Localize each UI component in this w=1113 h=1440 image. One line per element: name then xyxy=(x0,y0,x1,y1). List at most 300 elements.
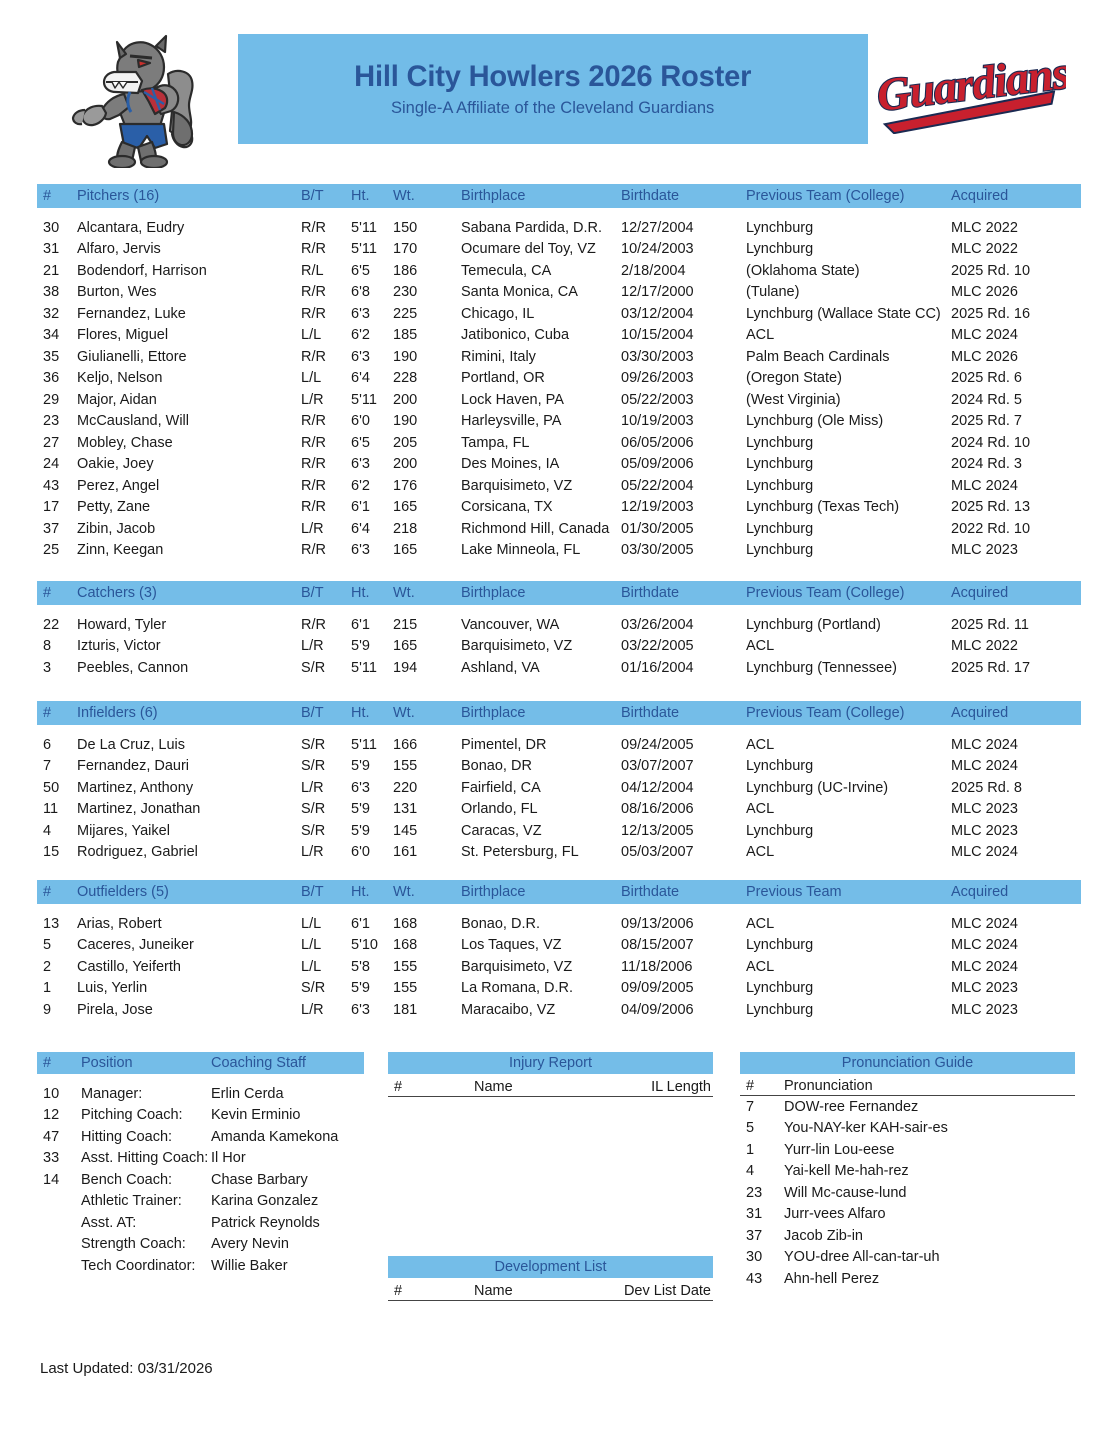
table-row[interactable] xyxy=(37,734,1081,756)
table-row[interactable] xyxy=(37,497,1081,519)
cell-name: McCausland, Will xyxy=(77,413,189,430)
roster-table-catchers xyxy=(37,581,1081,679)
table-row[interactable] xyxy=(37,432,1081,454)
cell-name: Fernandez, Luke xyxy=(77,305,186,322)
table-row[interactable] xyxy=(37,518,1081,540)
pronunciation-row[interactable] xyxy=(740,1182,1075,1204)
cell-birthplace: Bonao, D.R. xyxy=(461,915,540,932)
cell-birthdate: 09/09/2005 xyxy=(621,980,694,997)
coaching-staff-row[interactable] xyxy=(37,1126,364,1148)
table-row[interactable] xyxy=(37,956,1081,978)
cell-num: 37 xyxy=(746,1227,763,1244)
cell-bt: S/R xyxy=(301,801,326,818)
cell-prev: ACL xyxy=(746,327,775,344)
pronunciation-guide-table xyxy=(740,1074,1075,1290)
table-row[interactable] xyxy=(37,540,1081,562)
coaching-staff-header xyxy=(37,1052,364,1074)
cell-birthplace: Barquisimeto, VZ xyxy=(461,477,573,494)
cell-prev: Lynchburg (Ole Miss) xyxy=(746,413,884,430)
cell-ht: 6'5 xyxy=(351,434,370,451)
col-bt: B/T xyxy=(301,701,351,725)
page-subtitle: Single-A Affiliate of the Cleveland Guardians xyxy=(391,98,715,117)
cell-name: Flores, Miguel xyxy=(77,327,169,344)
roster-table-pitchers xyxy=(37,184,1081,561)
cell-prev: ACL xyxy=(746,638,775,655)
cell-bt: R/R xyxy=(301,305,326,322)
cell-person: Kevin Erminio xyxy=(211,1107,301,1124)
cell-bt: S/R xyxy=(301,659,326,676)
cell-wt: 181 xyxy=(393,1001,418,1018)
pronunciation-row[interactable] xyxy=(740,1118,1075,1140)
cell-prev: Lynchburg xyxy=(746,980,814,997)
cell-wt: 186 xyxy=(393,262,418,279)
cell-birthdate: 12/19/2003 xyxy=(621,499,694,516)
col-birthplace: Birthplace xyxy=(461,880,621,904)
player-rows-outfielders xyxy=(37,904,1081,1021)
last-updated-note: Last Updated: 03/31/2026 xyxy=(40,1360,213,1377)
cell-birthplace: St. Petersburg, FL xyxy=(461,844,579,861)
cell-prev: ACL xyxy=(746,801,775,818)
cell-ht: 6'0 xyxy=(351,844,370,861)
cell-name: Keljo, Nelson xyxy=(77,370,163,387)
cell-ht: 5'8 xyxy=(351,958,370,975)
table-row[interactable] xyxy=(37,636,1081,658)
cell-birthplace: Orlando, FL xyxy=(461,801,538,818)
col-wt: Wt. xyxy=(393,184,461,208)
cell-person: Chase Barbary xyxy=(211,1171,308,1188)
cell-birthdate: 10/15/2004 xyxy=(621,327,694,344)
col-num: # xyxy=(388,1074,432,1097)
cell-name: Peebles, Cannon xyxy=(77,659,189,676)
table-row[interactable] xyxy=(37,978,1081,1000)
cell-name: Alfaro, Jervis xyxy=(77,241,161,258)
cell-wt: 225 xyxy=(393,305,418,322)
section-header-catchers xyxy=(37,581,1081,605)
col-ht: Ht. xyxy=(351,184,393,208)
coaching-staff-row[interactable] xyxy=(37,1148,364,1170)
cell-prev: Lynchburg xyxy=(746,219,814,236)
cell-bt: R/R xyxy=(301,456,326,473)
table-row[interactable] xyxy=(37,217,1081,239)
cell-bt: S/R xyxy=(301,758,326,775)
cell-acq: MLC 2024 xyxy=(951,327,1018,344)
cell-birthplace: Chicago, IL xyxy=(461,305,535,322)
cell-prev: Lynchburg (Tennessee) xyxy=(746,659,897,676)
table-row[interactable] xyxy=(37,454,1081,476)
cell-num xyxy=(37,1255,81,1277)
svg-text:Guardians: Guardians xyxy=(874,46,1066,121)
cell-bt: L/L xyxy=(301,327,322,344)
col-name: Name xyxy=(432,1074,601,1097)
cell-prev: (Oregon State) xyxy=(746,370,842,387)
table-row[interactable] xyxy=(37,913,1081,935)
cell-birthdate: 03/30/2005 xyxy=(621,542,694,559)
cell-name: Zinn, Keegan xyxy=(77,542,164,559)
cell-bt: L/R xyxy=(301,391,324,408)
cell-bt: L/L xyxy=(301,370,322,387)
cell-name: Pirela, Jose xyxy=(77,1001,153,1018)
cell-birthplace: Lake Minneola, FL xyxy=(461,542,581,559)
table-row[interactable] xyxy=(37,325,1081,347)
col-acquired: Acquired xyxy=(951,184,1081,208)
cell-position: Asst. AT: xyxy=(81,1214,137,1231)
coaching-staff-table xyxy=(37,1052,364,1277)
cell-num: 35 xyxy=(43,348,60,365)
cell-ht: 5'11 xyxy=(351,241,377,258)
cell-num: 22 xyxy=(43,616,60,633)
table-row[interactable] xyxy=(37,842,1081,864)
table-row[interactable] xyxy=(37,260,1081,282)
cell-name: Martinez, Jonathan xyxy=(77,801,201,818)
cell-bt: R/R xyxy=(301,542,326,559)
coaching-staff-panel xyxy=(37,1052,364,1277)
cell-wt: 200 xyxy=(393,391,418,408)
pronunciation-row[interactable] xyxy=(740,1247,1075,1269)
cleveland-guardians-script-logo xyxy=(868,44,1066,134)
cell-num: 32 xyxy=(43,305,60,322)
cell-name: Bodendorf, Harrison xyxy=(77,262,207,279)
cell-name: Oakie, Joey xyxy=(77,456,154,473)
col-position: Position xyxy=(81,1055,133,1071)
cell-acq: 2025 Rd. 17 xyxy=(951,659,1031,676)
table-row[interactable] xyxy=(37,935,1081,957)
col-num: # xyxy=(37,701,77,725)
player-rows-infielders xyxy=(37,725,1081,863)
cell-name: Burton, Wes xyxy=(77,284,157,301)
cell-ht: 5'11 xyxy=(351,391,377,408)
cell-birthdate: 12/17/2000 xyxy=(621,284,694,301)
cell-ht: 6'2 xyxy=(351,477,370,494)
cell-num: 10 xyxy=(43,1085,60,1102)
cell-ht: 6'5 xyxy=(351,262,370,279)
cell-prev: Lynchburg xyxy=(746,1001,814,1018)
cell-pronunciation: YOU-dree All-can-tar-uh xyxy=(784,1249,940,1266)
cell-bt: R/R xyxy=(301,348,326,365)
cell-bt: R/R xyxy=(301,499,326,516)
cell-prev: ACL xyxy=(746,844,775,861)
cell-pronunciation: Jacob Zib-in xyxy=(784,1227,863,1244)
cell-bt: L/L xyxy=(301,937,322,954)
table-row[interactable] xyxy=(37,303,1081,325)
cell-birthplace: Ocumare del Toy, VZ xyxy=(461,241,596,258)
coaching-staff-row[interactable] xyxy=(37,1234,364,1256)
cell-acq: 2025 Rd. 8 xyxy=(951,779,1022,796)
pronunciation-guide-panel xyxy=(740,1052,1075,1290)
cell-acq: 2022 Rd. 10 xyxy=(951,520,1031,537)
cell-birthplace: Barquisimeto, VZ xyxy=(461,638,573,655)
coaching-staff-row[interactable] xyxy=(37,1105,364,1127)
pronunciation-row[interactable] xyxy=(740,1161,1075,1183)
cell-acq: MLC 2023 xyxy=(951,801,1018,818)
cell-birthplace: Temecula, CA xyxy=(461,262,552,279)
cell-acq: 2024 Rd. 5 xyxy=(951,391,1022,408)
cell-birthdate: 01/16/2004 xyxy=(621,659,694,676)
injury-report-header xyxy=(388,1074,713,1097)
cell-pronunciation: DOW-ree Fernandez xyxy=(784,1098,919,1115)
pronunciation-row[interactable] xyxy=(740,1225,1075,1247)
cell-bt: S/R xyxy=(301,736,326,753)
cell-person: Amanda Kamekona xyxy=(211,1128,339,1145)
section-label: Outfielders (5) xyxy=(77,880,301,904)
cell-birthdate: 08/16/2006 xyxy=(621,801,694,818)
cell-birthdate: 05/09/2006 xyxy=(621,456,694,473)
cell-num: 25 xyxy=(43,542,60,559)
pronunciation-row[interactable] xyxy=(740,1096,1075,1118)
cell-ht: 6'1 xyxy=(351,499,370,516)
cell-num: 1 xyxy=(746,1141,755,1158)
cell-position: Asst. Hitting Coach: xyxy=(81,1150,209,1167)
cell-name: Fernandez, Dauri xyxy=(77,758,190,775)
pronunciation-row[interactable] xyxy=(740,1268,1075,1290)
cell-bt: L/L xyxy=(301,958,322,975)
cell-person: Willie Baker xyxy=(211,1257,288,1274)
cell-wt: 190 xyxy=(393,413,418,430)
cell-prev: Lynchburg xyxy=(746,822,814,839)
pronunciation-rows xyxy=(740,1096,1075,1290)
section-label: Pitchers (16) xyxy=(77,184,301,208)
cell-ht: 6'4 xyxy=(351,370,370,387)
section-label: Catchers (3) xyxy=(77,581,301,605)
cell-ht: 6'3 xyxy=(351,779,370,796)
cell-pronunciation: You-NAY-ker KAH-sair-es xyxy=(784,1120,948,1137)
cell-ht: 5'9 xyxy=(351,638,370,655)
table-row[interactable] xyxy=(37,239,1081,261)
cell-num: 8 xyxy=(43,638,52,655)
cell-name: Luis, Yerlin xyxy=(77,980,148,997)
cell-acq: 2025 Rd. 11 xyxy=(951,616,1029,633)
cell-prev: Palm Beach Cardinals xyxy=(746,348,890,365)
col-ht: Ht. xyxy=(351,880,393,904)
cell-birthplace: Ashland, VA xyxy=(461,659,540,676)
cell-prev: ACL xyxy=(746,958,775,975)
table-row[interactable] xyxy=(37,820,1081,842)
injury-report-table xyxy=(388,1074,713,1097)
row-spacer xyxy=(37,605,1081,614)
col-il-length: IL Length xyxy=(601,1074,713,1097)
cell-acq: MLC 2026 xyxy=(951,348,1018,365)
cell-name: Caceres, Juneiker xyxy=(77,937,194,954)
roster-table-outfielders xyxy=(37,880,1081,1021)
cell-prev: Lynchburg xyxy=(746,477,814,494)
cell-birthplace: Barquisimeto, VZ xyxy=(461,958,573,975)
cell-num: 38 xyxy=(43,284,60,301)
cell-prev: Lynchburg xyxy=(746,520,814,537)
col-ht: Ht. xyxy=(351,581,393,605)
col-num: # xyxy=(388,1278,432,1301)
cell-bt: R/R xyxy=(301,241,326,258)
table-row[interactable] xyxy=(37,346,1081,368)
cell-num: 34 xyxy=(43,327,60,344)
cell-num: 43 xyxy=(43,477,60,494)
cell-birthdate: 09/26/2003 xyxy=(621,370,694,387)
cell-acq: 2025 Rd. 6 xyxy=(951,370,1022,387)
col-prev-team: Previous Team xyxy=(746,880,951,904)
cell-name: Zibin, Jacob xyxy=(77,520,156,537)
cell-num: 1 xyxy=(43,980,52,997)
cell-name: Izturis, Victor xyxy=(77,638,161,655)
section-header-infielders xyxy=(37,701,1081,725)
cell-num: 30 xyxy=(43,219,60,236)
cell-birthplace: Santa Monica, CA xyxy=(461,284,578,301)
col-acquired: Acquired xyxy=(951,701,1081,725)
cell-num: 50 xyxy=(43,779,60,796)
coaching-staff-row[interactable] xyxy=(37,1212,364,1234)
cell-bt: L/R xyxy=(301,520,324,537)
cell-num: 3 xyxy=(43,659,52,676)
cell-acq: MLC 2024 xyxy=(951,915,1018,932)
development-list-panel xyxy=(388,1256,713,1301)
row-spacer xyxy=(37,208,1081,217)
cell-num: 6 xyxy=(43,736,52,753)
cell-acq: MLC 2023 xyxy=(951,1001,1018,1018)
pronunciation-row[interactable] xyxy=(740,1139,1075,1161)
cell-prev: Lynchburg xyxy=(746,937,814,954)
cell-acq: 2024 Rd. 10 xyxy=(951,434,1031,451)
cell-ht: 5'9 xyxy=(351,758,370,775)
cell-birthdate: 04/12/2004 xyxy=(621,779,694,796)
col-wt: Wt. xyxy=(393,880,461,904)
cell-num: 13 xyxy=(43,915,60,932)
cell-wt: 220 xyxy=(393,779,418,796)
cell-birthplace: Rimini, Italy xyxy=(461,348,536,365)
cell-person: Avery Nevin xyxy=(211,1236,289,1253)
table-row[interactable] xyxy=(37,799,1081,821)
cell-name: Arias, Robert xyxy=(77,915,162,932)
cell-bt: S/R xyxy=(301,822,326,839)
cell-prev: Lynchburg (Wallace State CC) xyxy=(746,305,941,322)
cell-prev: Lynchburg (UC-Irvine) xyxy=(746,779,889,796)
coaching-staff-row[interactable] xyxy=(37,1255,364,1277)
row-spacer xyxy=(37,904,1081,913)
table-row[interactable] xyxy=(37,999,1081,1021)
table-row[interactable] xyxy=(37,777,1081,799)
table-row[interactable] xyxy=(37,614,1081,636)
cell-ht: 6'3 xyxy=(351,456,370,473)
cell-num: 9 xyxy=(43,1001,52,1018)
table-row[interactable] xyxy=(37,475,1081,497)
cell-birthplace: Tampa, FL xyxy=(461,434,530,451)
cell-birthdate: 06/05/2006 xyxy=(621,434,694,451)
col-birthdate: Birthdate xyxy=(621,701,746,725)
player-rows-pitchers xyxy=(37,208,1081,561)
cell-num: 31 xyxy=(43,241,60,258)
cell-acq: MLC 2022 xyxy=(951,241,1018,258)
cell-bt: R/L xyxy=(301,262,324,279)
table-row[interactable] xyxy=(37,282,1081,304)
player-rows-catchers xyxy=(37,605,1081,679)
col-prev-team: Previous Team (College) xyxy=(746,184,951,208)
coaching-staff-row[interactable] xyxy=(37,1191,364,1213)
cell-birthdate: 03/07/2007 xyxy=(621,758,694,775)
cell-wt: 168 xyxy=(393,937,418,954)
cell-prev: (Oklahoma State) xyxy=(746,262,860,279)
table-row[interactable] xyxy=(37,389,1081,411)
cell-wt: 200 xyxy=(393,456,418,473)
pronunciation-row[interactable] xyxy=(740,1204,1075,1226)
coaching-staff-row[interactable] xyxy=(37,1083,364,1105)
cell-pronunciation: Ahn-hell Perez xyxy=(784,1270,880,1287)
cell-birthdate: 01/30/2005 xyxy=(621,520,694,537)
cell-num: 4 xyxy=(746,1163,755,1180)
cell-wt: 168 xyxy=(393,915,418,932)
col-dev-list-date: Dev List Date xyxy=(601,1278,713,1301)
cell-num: 24 xyxy=(43,456,60,473)
table-row[interactable] xyxy=(37,756,1081,778)
table-row[interactable] xyxy=(37,411,1081,433)
cell-prev: (West Virginia) xyxy=(746,391,841,408)
cell-position: Manager: xyxy=(81,1085,143,1102)
cell-bt: L/R xyxy=(301,844,324,861)
cell-ht: 6'3 xyxy=(351,1001,370,1018)
cell-wt: 165 xyxy=(393,638,418,655)
cell-ht: 6'0 xyxy=(351,413,370,430)
cell-ht: 6'1 xyxy=(351,616,370,633)
col-prev-team: Previous Team (College) xyxy=(746,581,951,605)
row-spacer xyxy=(37,1074,364,1083)
cell-name: Major, Aidan xyxy=(77,391,157,408)
cell-name: Mijares, Yaikel xyxy=(77,822,170,839)
roster-table-infielders xyxy=(37,701,1081,863)
page-masthead xyxy=(0,0,1113,148)
cell-prev: Lynchburg xyxy=(746,542,814,559)
cell-birthplace: Portland, OR xyxy=(461,370,545,387)
cell-num: 30 xyxy=(746,1249,763,1266)
section-label: Infielders (6) xyxy=(77,701,301,725)
row-spacer xyxy=(37,725,1081,734)
cell-birthplace: Vancouver, WA xyxy=(461,616,560,633)
col-wt: Wt. xyxy=(393,701,461,725)
cell-birthplace: Pimentel, DR xyxy=(461,736,547,753)
cell-ht: 5'9 xyxy=(351,980,370,997)
cell-name: Perez, Angel xyxy=(77,477,160,494)
cell-acq: MLC 2024 xyxy=(951,736,1018,753)
cell-name: Giulianelli, Ettore xyxy=(77,348,187,365)
cell-bt: R/R xyxy=(301,477,326,494)
cell-birthplace: Des Moines, IA xyxy=(461,456,560,473)
cell-person: Il Hor xyxy=(211,1150,246,1167)
cell-ht: 5'11 xyxy=(351,736,377,753)
development-list-header xyxy=(388,1278,713,1301)
cell-wt: 166 xyxy=(393,736,418,753)
coaching-staff-row[interactable] xyxy=(37,1169,364,1191)
cell-prev: Lynchburg xyxy=(746,758,814,775)
cell-bt: R/R xyxy=(301,219,326,236)
cell-birthdate: 05/22/2003 xyxy=(621,391,694,408)
table-row[interactable] xyxy=(37,368,1081,390)
cell-birthdate: 03/12/2004 xyxy=(621,305,694,322)
cell-num: 37 xyxy=(43,520,60,537)
cell-num: 5 xyxy=(43,937,52,954)
col-num: # xyxy=(37,184,77,208)
cell-person: Erlin Cerda xyxy=(211,1085,284,1102)
cell-ht: 6'3 xyxy=(351,348,370,365)
cell-name: Petty, Zane xyxy=(77,499,151,516)
cell-birthplace: Sabana Pardida, D.R. xyxy=(461,219,603,236)
cell-name: Mobley, Chase xyxy=(77,434,173,451)
cell-birthplace: Jatibonico, Cuba xyxy=(461,327,570,344)
cell-ht: 6'8 xyxy=(351,284,370,301)
cell-acq: MLC 2024 xyxy=(951,937,1018,954)
cell-ht: 6'3 xyxy=(351,542,370,559)
cell-pronunciation: Will Mc-cause-lund xyxy=(784,1184,907,1201)
col-num: # xyxy=(37,880,77,904)
cell-birthplace: Caracas, VZ xyxy=(461,822,542,839)
table-row[interactable] xyxy=(37,657,1081,679)
col-birthplace: Birthplace xyxy=(461,701,621,725)
cell-pronunciation: Yurr-lin Lou-eese xyxy=(784,1141,895,1158)
cell-acq: MLC 2026 xyxy=(951,284,1018,301)
cell-num: 2 xyxy=(43,958,52,975)
